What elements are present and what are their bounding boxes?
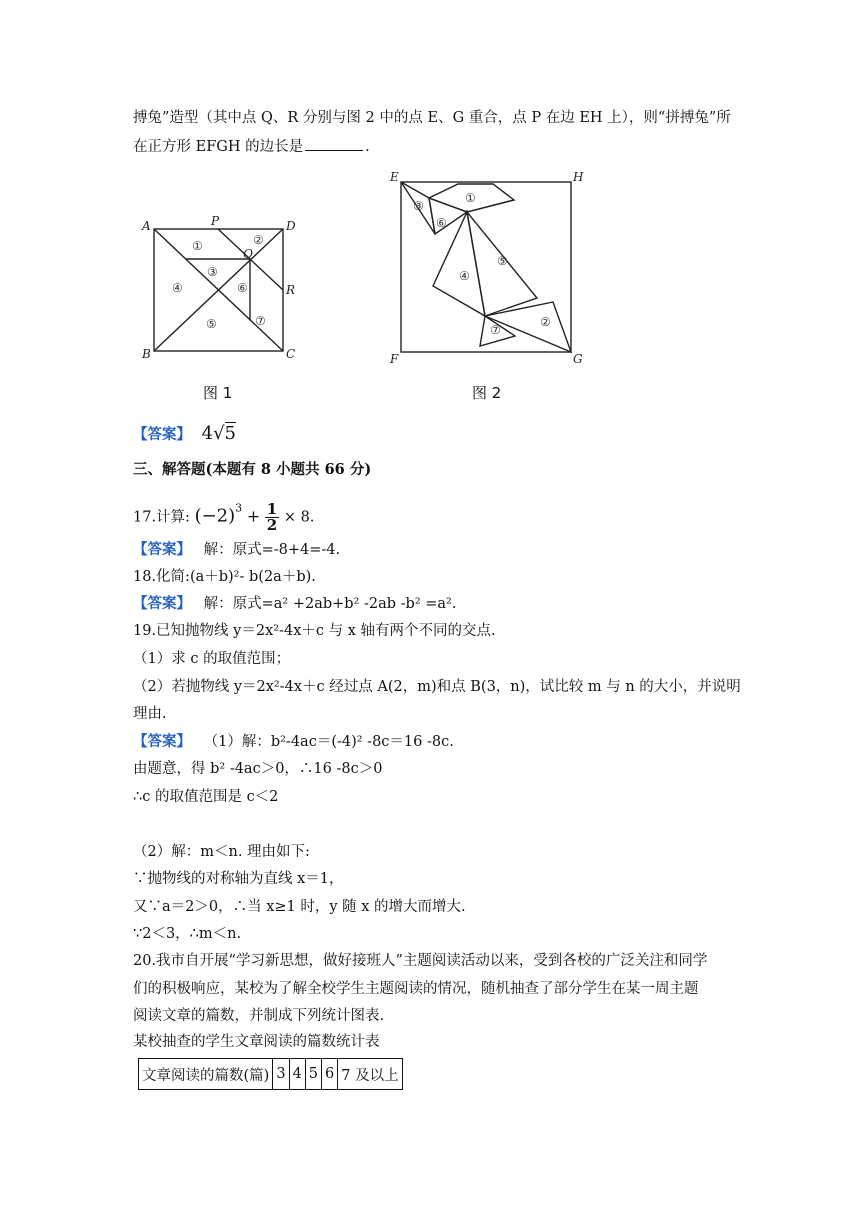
fig1-piece-7: ⑦ [255,314,266,328]
q20-line3: 阅读文章的篇数，并制成下列统计图表. [133,1008,385,1024]
stat-table [138,1058,403,1090]
q19-answer [133,732,454,752]
fig1-label-C: C [286,347,296,361]
q16-line2-text: 在正方形 EFGH 的边长是 [133,139,304,155]
q17-plus: + [246,506,261,526]
table-cell: 6 [322,1059,338,1090]
fig2-piece-6: ⑥ [436,216,447,230]
answer-radicand: 5 [224,423,236,444]
q18-answer [133,594,456,614]
fig2-piece-3: ③ [413,199,424,213]
q19-question: 19.已知抛物线 y＝2x²-4x＋c 与 x 轴有两个不同的交点. [133,623,496,639]
q18-answer-text: 解：原式=a² +2ab+b² -2ab -b² =a². [203,596,457,612]
answer-blank [305,136,363,151]
fig1-label-A: A [142,219,151,233]
fig2-piece-1: ① [465,191,476,205]
q16-line1: 搏兔”造型（其中点 Q、R 分别与图 2 中的点 E、G 重合，点 P 在边 EH 上），则“拼搏兔”所 [133,110,731,126]
answer-tag: 【答案】 [133,595,191,612]
q19-answer-1: （1）解：b²-4ac＝(-4)² -8c＝16 -8c. [203,734,454,750]
fig2-piece-5: ⑤ [497,254,508,268]
q17-question [133,500,315,534]
fig1-label-P: P [211,214,220,228]
fig1-label-Q: Q [243,247,253,261]
q16-line2-end: . [365,139,370,155]
q17-tail: × 8. [283,509,315,526]
fig1-piece-2: ② [253,233,264,247]
section-title: 三、解答题(本题有 8 小题共 66 分) [133,461,372,478]
fig1-label-B: B [142,347,151,361]
fig1-label-R: R [286,283,296,297]
fig2-piece-7: ⑦ [490,323,501,337]
q17-prefix: 17.计算: [133,509,195,526]
q18-question: 18.化简:(a＋b)²- b(2a＋b). [133,569,316,585]
fig1-caption: 图 1 [203,384,233,402]
fig2-caption: 图 2 [472,384,502,402]
fig2-piece-2: ② [540,315,551,329]
q19-answer-6: 又∵a＝2＞0，∴当 x≥1 时，y 随 x 的增大而增大. [133,899,466,915]
q19-part2: （2）若抛物线 y＝2x²-4x＋c 经过点 A(2，m)和点 B(3，n)，试比较 m 与 n 的大小，并说明 [133,679,741,695]
answer-coefficient: 4 [201,423,214,444]
fig1-piece-5: ⑤ [206,317,217,331]
table-cell: 7 及以上 [338,1059,402,1090]
fig2-label-F: F [390,352,399,366]
q17-answer [133,540,340,560]
table-cell: 5 [305,1059,321,1090]
fig2-label-E: E [390,170,399,184]
table-cell: 3 [273,1059,289,1090]
table-cell: 4 [289,1059,305,1090]
q17-answer-text: 解：原式=-8+4=-4. [203,542,341,558]
table-cell: 文章阅读的篇数(篇) [139,1059,273,1090]
fig1-piece-1: ① [192,239,203,253]
fig1-piece-4: ④ [172,281,183,295]
table-row [139,1059,403,1090]
q17-frac-den: 2 [266,516,278,534]
q17-base: (−2) [194,505,236,527]
fig1-label-D: D [286,219,296,233]
answer-tag: 【答案】 [133,426,191,443]
answer-tag: 【答案】 [133,541,191,558]
q17-exponent: 3 [235,501,243,515]
fig1-piece-3: ③ [207,265,218,279]
sqrt-sign: √ [213,423,225,444]
q19-answer-7: ∵2＜3，∴m＜n. [133,926,242,942]
q17-fraction [265,502,279,533]
q19-answer-2: 由题意，得 b² -4ac＞0，∴16 -8c＞0 [133,761,383,777]
q19-answer-4: （2）解：m＜n. 理由如下: [133,844,310,860]
table-title: 某校抽查的学生文章阅读的篇数统计表 [133,1034,380,1050]
q20-line1: 20.我市自开展“学习新思想，做好接班人”主题阅读活动以来，受到各校的广泛关注和同学 [133,953,708,969]
fig1-piece-6: ⑥ [237,281,248,295]
q16-line2 [133,136,370,157]
fig2-label-G: G [573,352,583,366]
fig2-label-H: H [573,170,584,184]
q19-part2-cont: 理由. [133,706,167,722]
q17-frac-num: 1 [266,500,278,518]
q20-line2: 们的积极响应，某校为了解全校学生主题阅读的情况，随机抽查了部分学生在某一周主题 [133,981,699,997]
q19-answer-3: ∴c 的取值范围是 c＜2 [133,789,279,805]
fig2-piece-4: ④ [459,269,470,283]
q16-answer [133,424,236,445]
q19-part1: （1）求 c 的取值范围； [133,651,291,667]
q19-answer-5: ∵抛物线的对称轴为直线 x＝1， [133,871,344,887]
answer-tag: 【答案】 [133,733,191,750]
figure-2 [385,168,590,372]
figure-1 [138,212,298,368]
